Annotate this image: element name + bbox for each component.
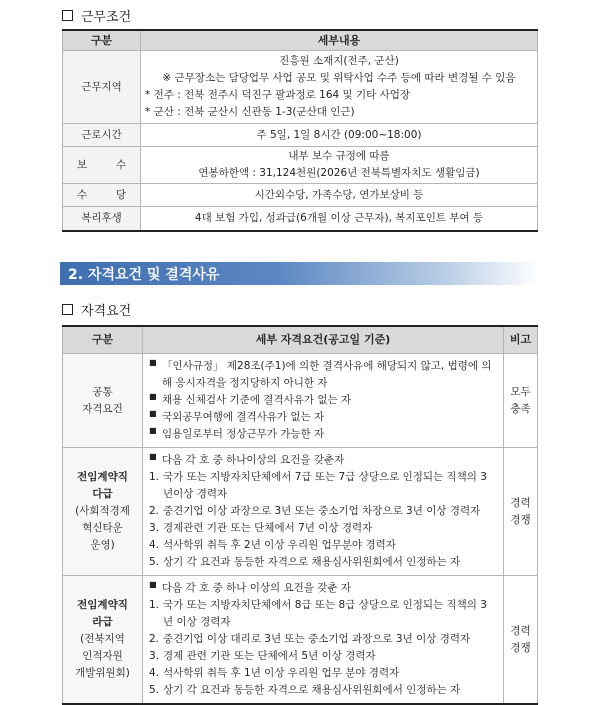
pay-cell	[141, 147, 538, 184]
list-item	[149, 537, 497, 554]
note-line: 경쟁	[510, 513, 531, 526]
list-intro-text: 다음 각 호 중 하나 이상의 요건을 갖춘 자	[162, 582, 351, 594]
list-item-text: 경제관련 기관 또는 단체에서 7년 이상 경력자	[163, 522, 373, 534]
list-number: 4.	[149, 539, 160, 551]
allowance-value: 시간외수당, 가족수당, 연가보상비 등	[141, 184, 538, 207]
checkbox-icon	[62, 10, 73, 21]
list-item-text: 국가 또는 지방자치단체에서 8급 또는 8급 상당으로 인정되는 직책의 3년 이상 경력자	[163, 599, 487, 628]
label-line: 다급	[92, 488, 113, 500]
list-item-text: 채용 신체검사 기준에 결격사유가 없는 자	[162, 394, 352, 406]
square-bullet-icon: ■	[149, 392, 157, 401]
row-label	[63, 354, 143, 448]
table-row	[63, 576, 538, 705]
location-line: * 전주 : 전북 전주시 덕진구 팔과정로 164 및 기타 사업장	[145, 89, 411, 101]
list-item-text: 석사학위 취득 후 2년 이상 우리원 업무분야 경력자	[163, 539, 396, 551]
table-row-welfare	[63, 207, 538, 231]
row-label	[63, 147, 141, 184]
list-item-text: 중견기업 이상 과장으로 3년 또는 중소기업 차장으로 3년 이상 경력자	[163, 505, 481, 517]
list-item	[149, 392, 497, 409]
list-item	[149, 426, 497, 443]
section-banner	[60, 262, 540, 285]
location-line: 진흥원 소재지(전주, 군산)	[279, 55, 399, 67]
list-number: 5.	[149, 556, 160, 568]
label-char: 당	[115, 188, 126, 201]
list-item-text: 상기 각 요건과 동등한 자격으로 채용심사위원회에서 인정하는 자	[163, 684, 461, 696]
list-item	[149, 682, 497, 699]
list-item-text: 임용일로부터 정상근무가 가능한 자	[162, 428, 325, 440]
column-header: 구분	[63, 30, 141, 51]
section-title: 2. 자격요건 및 결격사유	[68, 266, 220, 283]
note-line: 경력	[510, 624, 531, 637]
list-item-text: 「인사규정」 제28조(주1)에 의한 결격사유에 해당되지 않고, 법령에 의해 응시자격을 정지당하지 아니한 자	[162, 360, 492, 389]
list-item	[149, 554, 497, 571]
table-header-row	[63, 30, 538, 51]
label-line: 운영)	[90, 539, 115, 551]
list-number: 2.	[149, 633, 160, 645]
table-row-hours	[63, 124, 538, 147]
column-header: 구분	[63, 326, 143, 354]
list-item-text: 국외공무여행에 결격사유가 없는 자	[162, 411, 325, 423]
square-bullet-icon: ■	[149, 426, 157, 435]
list-item	[149, 665, 497, 682]
work-conditions-heading	[62, 6, 131, 25]
table-row-pay	[63, 147, 538, 184]
location-line: * 군산 : 전북 군산시 신관동 1-3(군산대 인근)	[145, 106, 355, 118]
column-header: 세부내용	[141, 30, 538, 51]
label-line: (사회적경제	[75, 505, 130, 517]
requirements-cell	[143, 354, 504, 448]
requirements-cell	[143, 448, 504, 576]
hours-value: 주 5일, 1일 8시간 (09:00~18:00)	[141, 124, 538, 147]
square-bullet-icon: ■	[149, 358, 157, 367]
list-number: 2.	[149, 505, 160, 517]
square-bullet-icon: ■	[149, 409, 157, 418]
label-line: 혁신타운	[82, 522, 123, 534]
location-line: ※ 근무장소는 담당업무 사업 공모 및 위탁사업 수주 등에 따라 변경될 수 있음	[162, 72, 516, 84]
column-header: 세부 자격요건(공고일 기준)	[143, 326, 504, 354]
pay-line: 내부 보수 규정에 따름	[288, 150, 390, 162]
note-cell	[504, 448, 538, 576]
list-item-text: 석사학위 취득 후 1년 이상 우리원 업무 분야 경력자	[163, 667, 400, 679]
list-item-text: 국가 또는 지방자치단체에서 7급 또는 7급 상당으로 인정되는 직책의 3년이상 경력자	[163, 471, 487, 500]
label-line: (전북지역	[80, 633, 125, 645]
table-row-allowance	[63, 184, 538, 207]
list-number: 4.	[149, 667, 160, 679]
label-line: 인적자원	[82, 650, 123, 662]
label-line: 라급	[92, 616, 113, 628]
table-header-row	[63, 326, 538, 354]
label-char: 수	[77, 188, 88, 201]
list-item	[149, 409, 497, 426]
note-line: 모두	[510, 385, 531, 398]
work-conditions-table	[62, 29, 538, 232]
note-line: 경력	[510, 496, 531, 509]
table-row	[63, 448, 538, 576]
note-cell	[504, 576, 538, 705]
list-intro-text: 다음 각 호 중 하나이상의 요건을 갖춘자	[162, 454, 345, 466]
table-row	[63, 354, 538, 448]
requirements-cell	[143, 576, 504, 705]
heading-text: 근무조건	[81, 10, 132, 25]
column-header: 비고	[504, 326, 538, 354]
list-item-text: 중견기업 이상 대리로 3년 또는 중소기업 과장으로 3년 이상 경력자	[163, 633, 471, 645]
list-intro	[149, 580, 497, 597]
row-label	[63, 184, 141, 207]
label-char: 수	[115, 158, 126, 171]
list-number: 3.	[149, 650, 160, 662]
label-line: 공통	[92, 385, 113, 398]
row-label: 근로시간	[63, 124, 141, 147]
list-item	[149, 469, 497, 503]
welfare-value: 4대 보험 가입, 성과급(6개월 이상 근무자), 복지포인트 부여 등	[141, 207, 538, 231]
qualifications-heading	[62, 300, 131, 319]
row-label: 근무지역	[63, 51, 141, 124]
row-label	[63, 576, 143, 705]
heading-text: 자격요건	[81, 304, 132, 319]
list-number: 5.	[149, 684, 160, 696]
list-intro	[149, 452, 497, 469]
table-row-location	[63, 51, 538, 124]
note-line: 경쟁	[510, 641, 531, 654]
note-line: 충족	[510, 402, 531, 415]
row-label	[63, 448, 143, 576]
list-item-text: 상기 각 요건과 동등한 자격으로 채용심사위원회에서 인정하는 자	[163, 556, 461, 568]
label-line: 자격요건	[82, 402, 123, 415]
label-line: 전임계약직	[77, 471, 128, 483]
list-item	[149, 631, 497, 648]
label-line: 개발위원회)	[75, 667, 130, 679]
pay-line: 연봉하한액 : 31,124천원(2026년 전북특별자치도 생활임금)	[198, 167, 480, 179]
list-number: 1.	[149, 471, 160, 483]
list-item	[149, 358, 497, 392]
list-item	[149, 648, 497, 665]
list-number: 3.	[149, 522, 160, 534]
label-line: 전임계약직	[77, 599, 128, 611]
location-cell	[141, 51, 538, 124]
list-item-text: 경제 관련 기관 또는 단체에서 5년 이상 경력자	[163, 650, 376, 662]
note-cell	[504, 354, 538, 448]
list-item	[149, 597, 497, 631]
list-item	[149, 503, 497, 520]
square-bullet-icon: ■	[149, 452, 157, 461]
list-item	[149, 520, 497, 537]
checkbox-icon	[62, 304, 73, 315]
list-number: 1.	[149, 599, 160, 611]
qualifications-table	[62, 325, 538, 705]
label-char: 보	[77, 158, 88, 171]
row-label: 복리후생	[63, 207, 141, 231]
square-bullet-icon: ■	[149, 580, 157, 589]
